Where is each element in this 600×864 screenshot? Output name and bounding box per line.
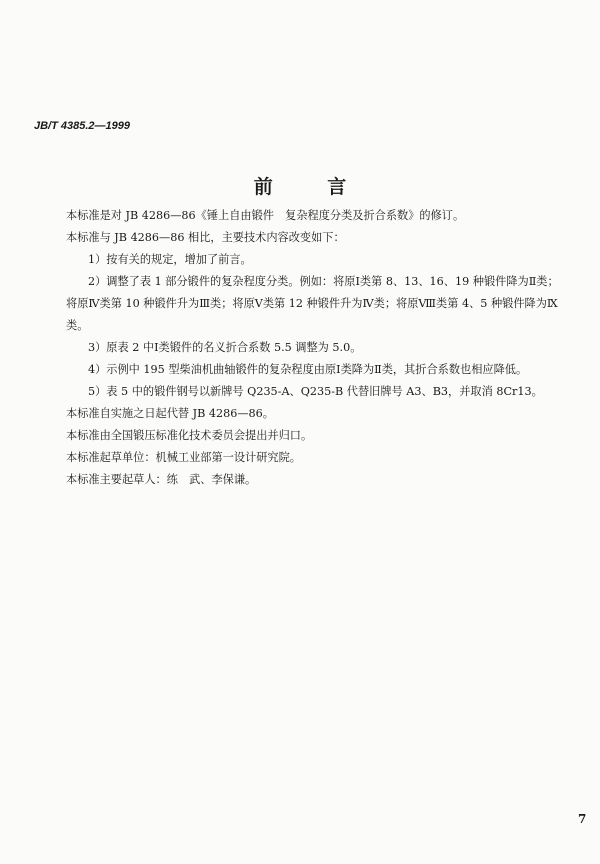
page-number: 7	[578, 812, 587, 826]
document-header: JB/T 4385.2—1999	[34, 120, 131, 132]
list-item: 5）表 5 中的锻件钢号以新牌号 Q235-A、Q235-B 代替旧牌号 A3、B3，并取消 8Cr13。	[88, 385, 543, 398]
paragraph: 本标准自实施之日起代替 JB 4286—86。	[66, 407, 274, 420]
paragraph: 本标准起草单位：机械工业部第一设计研究院。	[66, 451, 301, 464]
list-item: 1）按有关的规定，增加了前言。	[88, 253, 252, 266]
paragraph: 本标准主要起草人：练 武、李保谦。	[66, 473, 257, 486]
page-title: 前 言	[253, 176, 371, 198]
paragraph: 本标准由全国锻压标准化技术委员会提出并归口。	[66, 429, 313, 442]
list-item-continuation: 将原Ⅳ类第 10 种锻件升为Ⅲ类；将原Ⅴ类第 12 种锻件升为Ⅳ类；将原Ⅷ类第 4、5 种锻件降为Ⅸ	[66, 297, 558, 310]
list-item: 3）原表 2 中Ⅰ类锻件的名义折合系数 5.5 调整为 5.0。	[88, 341, 362, 354]
paragraph: 本标准与 JB 4286—86 相比，主要技术内容改变如下：	[66, 231, 345, 244]
list-item-continuation: 类。	[66, 319, 89, 332]
list-item: 4）示例中 195 型柴油机曲轴锻件的复杂程度由原Ⅰ类降为Ⅱ类，其折合系数也相应降低。	[88, 363, 528, 376]
paragraph: 本标准是对 JB 4286—86《锤上自由锻件 复杂程度分类及折合系数》的修订。	[66, 209, 465, 222]
list-item: 2）调整了表 1 部分锻件的复杂程度分类。例如：将原Ⅰ类第 8、13、16、19 种锻件降为Ⅱ类；	[88, 275, 559, 288]
